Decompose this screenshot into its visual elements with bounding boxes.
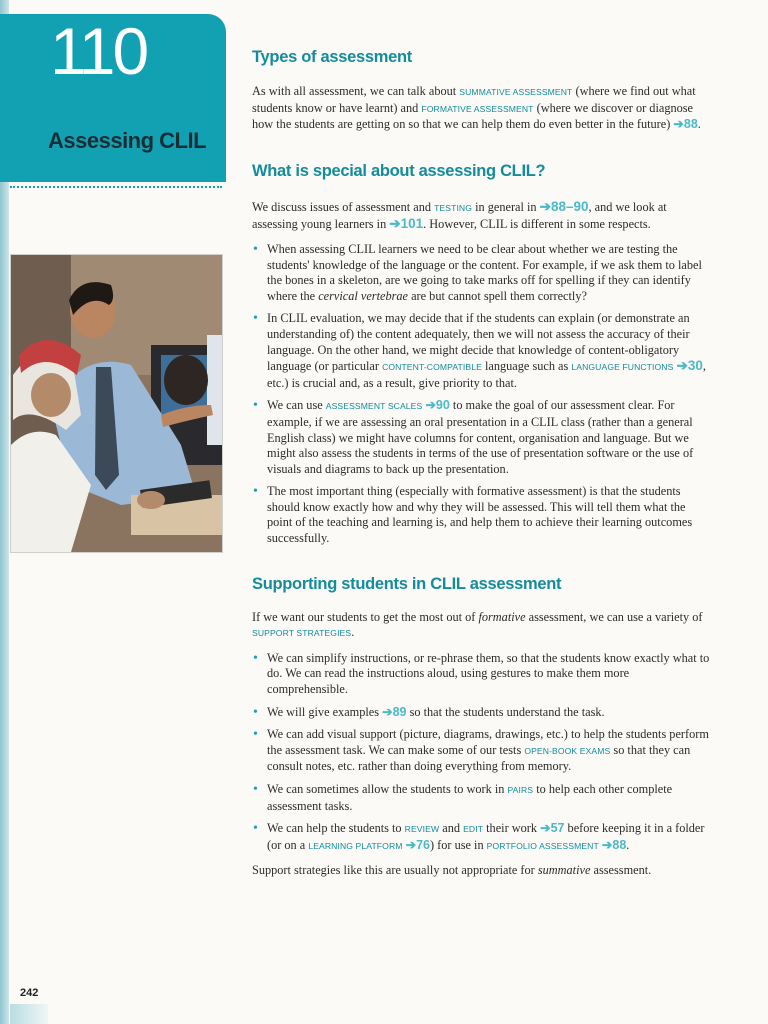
types-paragraph: As with all assessment, we can talk about SUMMATIVE ASSESSMENT (where we find out what students know or have learnt) and FORMATIVE ASSESSMENT (where we discover or diagnose how the students are getting on so that we can help them do even better in the future) ➔88.: [252, 84, 701, 132]
term-edit[interactable]: EDIT: [463, 824, 484, 835]
term-learning-platform[interactable]: LEARNING PLATFORM: [308, 840, 403, 851]
cross-ref-57[interactable]: ➔57: [540, 821, 565, 836]
list-item: • We can add visual support (picture, diagrams, drawings, etc.) to help the students perform the assessment task. We can make some of our tests OPEN-BOOK EXAMS so that they can consult notes, etc. rather than doing everything from memory.: [252, 727, 710, 775]
list-item: • In CLIL evaluation, we may decide that if the students can explain (or demonstrate an understanding of) the content adequately, then we will not assess the accuracy of their language. On the other hand, we might decide that knowledge of content-obligatory language (or particular CONTENT-COMPATIBLE language such as LANGUAGE FUNCTIONS ➔30, etc.) is crucial and, as a result, give priority to that.: [252, 311, 710, 391]
cross-ref-89[interactable]: ➔89: [382, 704, 407, 719]
list-item: • We can help the students to REVIEW and EDIT their work ➔57 before keeping it in a folder (or on a LEARNING PLATFORM ➔76) for use in PORTFOLIO ASSESSMENT ➔88.: [252, 821, 710, 854]
dotted-divider: [10, 186, 222, 188]
heading-special-about-clil: What is special about assessing CLIL?: [252, 161, 546, 180]
term-pairs[interactable]: PAIRS: [507, 785, 534, 795]
cross-ref-88[interactable]: ➔88: [673, 117, 698, 132]
term-language-functions[interactable]: LANGUAGE FUNCTIONS: [571, 362, 674, 373]
special-intro: We discuss issues of assessment and TESTING in general in ➔88–90, and we look at assessing young learners in ➔101. However, CLIL is different in some respects.: [252, 198, 667, 232]
page-number: 242: [20, 987, 39, 999]
term-summative-assessment[interactable]: SUMMATIVE ASSESSMENT: [459, 87, 573, 97]
chapter-title: Assessing CLIL: [48, 128, 207, 153]
heading-supporting-students: Supporting students in CLIL assessment: [252, 574, 562, 593]
term-portfolio-assessment[interactable]: PORTFOLIO ASSESSMENT: [486, 840, 599, 851]
term-open-book-exams[interactable]: OPEN-BOOK EXAMS: [524, 745, 611, 756]
term-testing[interactable]: TESTING: [434, 202, 473, 213]
cross-ref-101[interactable]: ➔101: [389, 216, 424, 232]
list-item: • When assessing CLIL learners we need to be clear about whether we are testing the students' knowledge of the language or the content. For example, if we ask them to label the bones in a skeleton, are we going to take marks off for spelling if they can identify where the cervical vertebrae are but cannot spell them correctly?: [252, 242, 710, 304]
footer-bar: [10, 1004, 48, 1024]
chapter-number: 110: [50, 14, 147, 88]
heading-types-of-assessment: Types of assessment: [252, 48, 412, 66]
cross-ref-88[interactable]: ➔88: [601, 837, 627, 852]
list-item: • We can use ASSESSMENT SCALES ➔90 to make the goal of our assessment clear. For example, if we are assessing an oral presentation in a CLIL class (rather than a general English class) we might have columns for content, organisation and language. But we might also assess the students in terms of the use of presentation software or the use of visuals and diagrams to back up the presentation.: [252, 398, 710, 477]
supporting-list: [252, 651, 710, 855]
supporting-intro: If we want our students to get the most out of formative assessment, we can use a variety of SUPPORT STRATEGIES.: [252, 609, 703, 640]
term-review[interactable]: REVIEW: [404, 824, 440, 835]
list-item: • The most important thing (especially with formative assessment) is that the students should know exactly how and why they will be assessed. This will tell them what the point of the teaching and learning is, and help them to achieve their learning outcomes successfully.: [252, 484, 710, 546]
cross-ref-90[interactable]: ➔90: [425, 398, 450, 413]
special-list: [252, 242, 710, 547]
main-content: [252, 48, 710, 879]
list-item: • We will give examples ➔89 so that the students understand the task.: [252, 705, 710, 721]
term-formative-assessment[interactable]: FORMATIVE ASSESSMENT: [421, 103, 534, 114]
cross-ref-88-90[interactable]: ➔88–90: [539, 198, 589, 214]
term-content-compatible[interactable]: CONTENT-COMPATIBLE: [382, 362, 482, 373]
closing-paragraph: Support strategies like this are usually not appropriate for summative assessment.: [252, 863, 652, 878]
cross-ref-76[interactable]: ➔76: [405, 837, 430, 852]
list-item: • We can simplify instructions, or re-phrase them, so that the students know exactly what to do. We can read the instructions aloud, using gestures to make them more comprehensible.: [252, 651, 710, 698]
cross-ref-30[interactable]: ➔30: [676, 358, 703, 374]
term-assessment-scales[interactable]: ASSESSMENT SCALES: [325, 401, 423, 412]
classroom-photo: [10, 254, 223, 553]
list-item: • We can sometimes allow the students to work in PAIRS to help each other complete assessment tasks.: [252, 782, 710, 814]
term-support-strategies[interactable]: SUPPORT STRATEGIES: [252, 628, 352, 639]
